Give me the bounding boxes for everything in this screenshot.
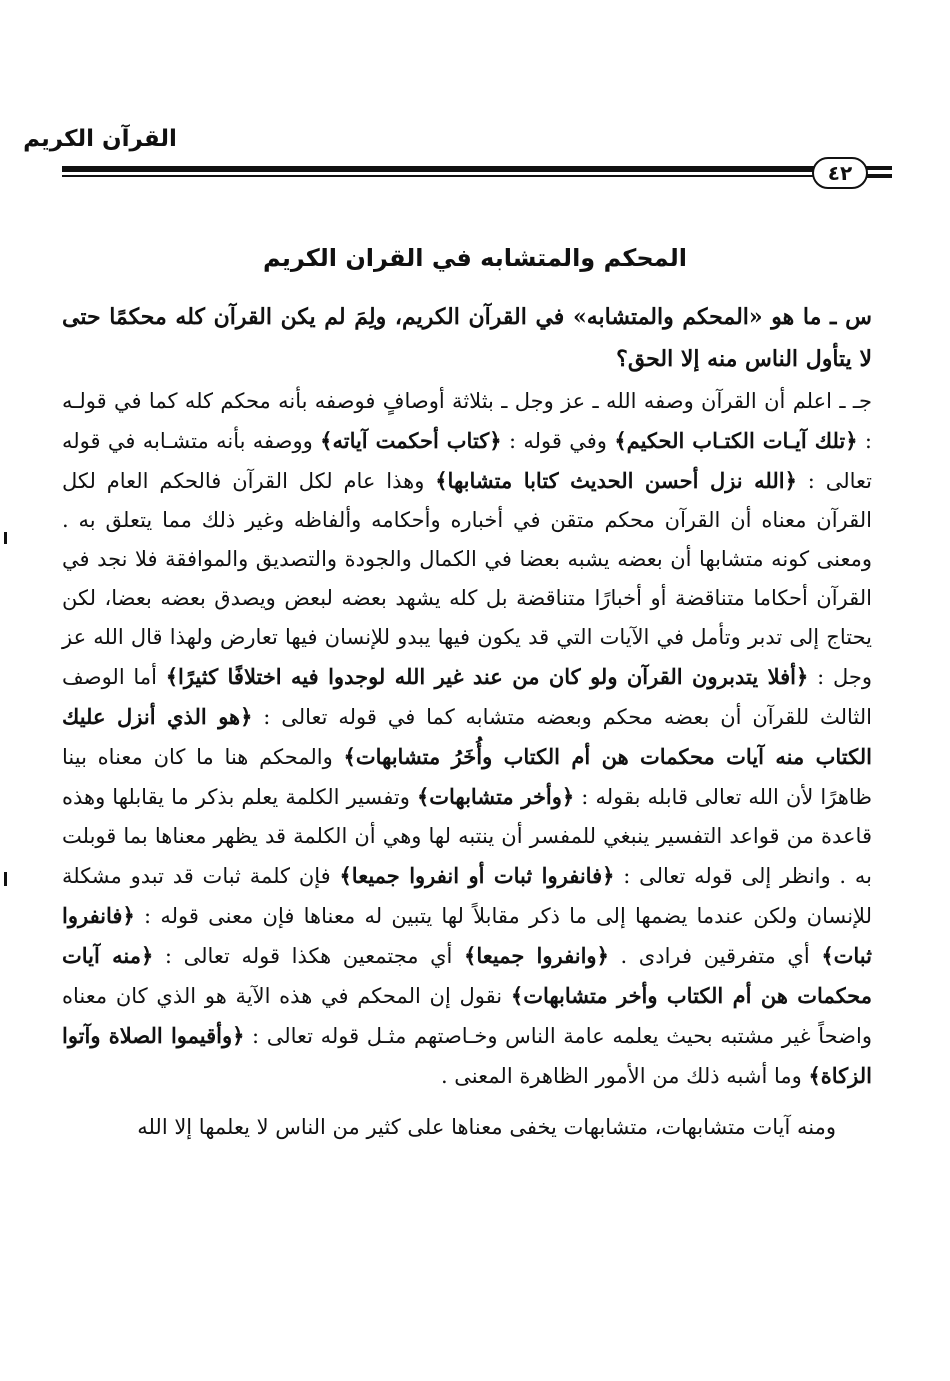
scan-margin-mark (4, 532, 7, 544)
quran-verse: ﴿وأخر متشابهات﴾ (416, 784, 575, 809)
page-number: ٤٢ (812, 157, 868, 189)
answer-text: أما الوصف الثالث للقرآن أن بعضه محكم وبعضه متشابه كما في قوله تعالى : (62, 665, 872, 729)
body-text (62, 296, 872, 1147)
answer-text: وما أشبه ذلك من الأمور الظاهرة المعنى . (440, 1064, 802, 1088)
answer-label: جـ ـ (839, 389, 872, 413)
quran-verse: ﴿تلك آيـات الكتـاب الحكيم﴾ (614, 428, 858, 453)
page-number-dash-top (866, 166, 892, 170)
header-double-rule (62, 166, 842, 180)
quran-verse: ﴿وانفروا جميعا﴾ (464, 943, 609, 968)
quran-verse: ﴿منه آيات محكمات هن أم الكتاب وأخر متشابهات﴾ (62, 943, 872, 1008)
quran-verse: ﴿هو الذي أنزل عليك الكتاب منه آيات محكمات هن أم الكتاب وأُخَرُ متشابهات﴾ (62, 704, 872, 769)
answer-text: أي مجتمعين هكذا قوله تعالى : (164, 944, 453, 968)
answer-text: ووصفه بأنه متشـابه في قوله تعالى : (62, 429, 872, 493)
header-rule-thick (62, 166, 842, 172)
quran-verse: ﴿أفلا يتدبرون القرآن ولو كان من عند غير الله لوجدوا فيه اختلافًا كثيرًا﴾ (165, 664, 809, 689)
answer-text: وهذا عام لكل القرآن فالحكم العام لكل القرآن معناه أن القرآن محكم متقن في أخباره وأحكامه وألفاظه وغير ذلك مما يتعلق به . ومعنى كونه متشابها أن بعضه يشبه بعضا في الكمال والجودة والتصديق والموافقة فلا نجد في القرآن أحكاما متناقضة أو أخبارًا متناقضة بل كله يشهد بعضه لبعض ويصدق بعضه بعضا، لكن يحتاج إلى تدبر وتأمل في الآيات التي قد يكون فيها يبدو للإنسان فيها تعارض ولهذا قال الله عز وجل : (62, 469, 872, 689)
running-header-title: القرآن الكريم (23, 126, 177, 152)
answer-text: وفي قوله : (508, 429, 607, 453)
answer-text: والمحكم هنا ما كان معناه بينا ظاهرًا لأن الله تعالى قابله بقوله : (62, 745, 872, 809)
question-label: س ـ (830, 304, 872, 330)
page-number-dash-bottom (866, 174, 892, 178)
closing-paragraph: ومنه آيات متشابهات، متشابهات يخفى معناها على كثير من الناس لا يعلمها إلا الله (137, 1115, 836, 1139)
quran-verse: ﴿وأقيموا الصلاة وآتوا الزكاة﴾ (62, 1023, 872, 1088)
question-text: ما هو «المحكم والمتشابه» في القرآن الكريم، ولِمَ لم يكن القرآن كله محكمًا حتى لا يتأول الناس منه إلا الحق؟ (62, 304, 872, 372)
scan-margin-mark (4, 872, 7, 886)
quran-verse: ﴿الله نزل أحسن الحديث كتابا متشابها﴾ (435, 468, 797, 493)
answer-text: وتفسير الكلمة يعلم بذكر ما يقابلها وهذه قاعدة من قواعد التفسير ينبغي للمفسر أن ينتبه لها وهي أن الكلمة قد يظهر معناها بما قوبلت به . وانظر إلى قوله تعالى : (62, 785, 872, 888)
quran-verse: ﴿فانفروا ثبات أو انفروا جميعا﴾ (339, 863, 615, 888)
quran-verse: ﴿فانفروا ثبات﴾ (62, 903, 872, 968)
header-rule-thin (62, 175, 842, 177)
page-number-ornament (782, 154, 892, 190)
answer-text: نقول إن المحكم في هذه الآية هو الذي كان معناه واضحاً غير مشتبه بحيث يعلمه عامة الناس وخـاصتهم مثـل قوله تعالى : (62, 984, 872, 1048)
section-title: المحكم والمتشابه في القران الكريم (263, 244, 687, 272)
question-paragraph (62, 296, 872, 380)
answer-text: فإن كلمة ثبات قد تبدو مشكلة للإنسان ولكن عندما يضمها إلى ما ذكر مقابلاً لها يتبين له معناها فإن معنى قوله : (62, 864, 872, 928)
answer-text: أي متفرقين فرادى . (620, 944, 810, 968)
answer-text: اعلم أن القرآن وصفه الله ـ عز وجل ـ بثلاثة أوصافٍ فوصفه بأنه محكم كله كما في قولـه : (62, 389, 872, 453)
answer-paragraph (62, 382, 872, 1096)
quran-verse: ﴿كتاب أحكمت آياته﴾ (320, 428, 502, 453)
